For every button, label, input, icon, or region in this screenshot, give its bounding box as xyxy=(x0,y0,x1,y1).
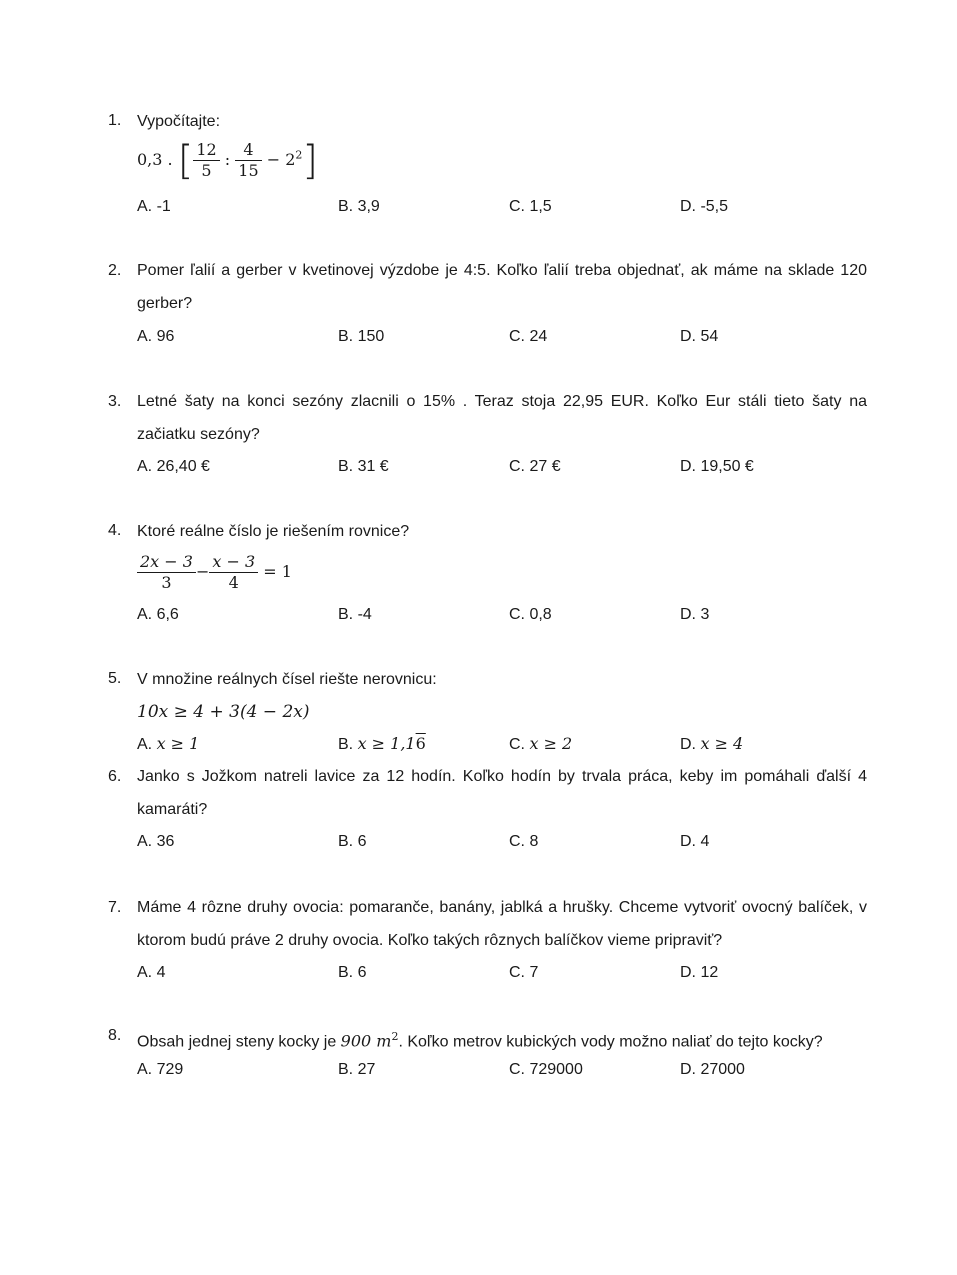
minus-sign: − xyxy=(195,562,210,581)
option-math: x ≥ 2 xyxy=(529,734,573,753)
numerator: 4 xyxy=(235,140,261,161)
question-text: Pomer ľalií a gerber v kvetinovej výzdobe je 4:5. Koľko ľalií treba objednať, ak máme na sklade 120 gerber? xyxy=(137,262,867,312)
option-d: D. 27000 xyxy=(680,1061,745,1078)
option-b: B. 31 € xyxy=(338,458,389,475)
option-c: C. 7 xyxy=(509,964,539,981)
formula-coefficient: 0,3 . xyxy=(137,150,173,169)
question-number: 3. xyxy=(108,393,122,410)
option-c: C. 1,5 xyxy=(509,198,552,215)
denominator: 5 xyxy=(201,161,212,180)
option-a: A. 96 xyxy=(137,328,175,345)
option-math: x ≥ 1 xyxy=(156,734,200,753)
option-c: C. 27 € xyxy=(509,458,561,475)
fraction xyxy=(193,140,219,181)
left-bracket: [ xyxy=(177,137,194,184)
option-a: A. 6,6 xyxy=(137,606,179,623)
question-number: 4. xyxy=(108,522,122,539)
option-letter: C. xyxy=(509,736,530,753)
numerator: 12 xyxy=(193,140,219,161)
question-text: Janko s Jožkom natreli lavice za 12 hodín. Koľko hodín by trvala práca, keby im pomáhali ďalší 4 kamaráti? xyxy=(137,768,867,818)
area-value: 900 m xyxy=(340,1031,392,1051)
option-d: D. 3 xyxy=(680,606,710,623)
text-after: . Koľko metrov kubických vody možno naliať do tejto kocky? xyxy=(398,1033,823,1051)
repeating-digit: 6 xyxy=(415,734,426,753)
question-text: Ktoré reálne číslo je riešením rovnice? xyxy=(137,523,410,540)
option-b: B. 27 xyxy=(338,1061,376,1078)
denominator: 3 xyxy=(161,573,172,592)
option-b: B. 6 xyxy=(338,833,367,850)
option-d: D. 54 xyxy=(680,328,719,345)
option-b xyxy=(338,734,426,754)
question-text: V množine reálnych čísel riešte nerovnicu: xyxy=(137,671,437,688)
option-c xyxy=(509,734,572,754)
option-letter: A. xyxy=(137,736,157,753)
option-b: B. -4 xyxy=(338,606,372,623)
option-c: C. 0,8 xyxy=(509,606,552,623)
option-a: A. 36 xyxy=(137,833,175,850)
option-a xyxy=(137,734,199,754)
text-before: Obsah jednej steny kocky je xyxy=(137,1033,341,1051)
equals-one: = 1 xyxy=(263,562,292,581)
option-math: x ≥ 4 xyxy=(700,734,744,753)
option-c: C. 8 xyxy=(509,833,539,850)
exponent: 2 xyxy=(391,1030,399,1043)
option-b: B. 6 xyxy=(338,964,367,981)
option-a: A. 26,40 € xyxy=(137,458,210,475)
inequality-formula: 10x ≥ 4 + 3(4 − 2x) xyxy=(137,702,310,722)
question-number: 8. xyxy=(108,1027,122,1044)
question-text: Letné šaty na konci sezóny zlacnili o 15% . Teraz stoja 22,95 EUR. Koľko Eur stáli tieto šaty na začiatku sezóny? xyxy=(137,393,867,443)
division-sign: : xyxy=(224,150,231,169)
option-b: B. 3,9 xyxy=(338,198,380,215)
option-math: x ≥ 1,1 xyxy=(357,734,416,753)
option-b: B. 150 xyxy=(338,328,385,345)
option-d: D. 12 xyxy=(680,964,719,981)
denominator: 15 xyxy=(238,161,259,180)
right-bracket: ] xyxy=(302,137,318,184)
fraction xyxy=(209,552,258,593)
question-number: 2. xyxy=(108,262,122,279)
question-number: 5. xyxy=(108,670,122,687)
question-number: 7. xyxy=(108,899,122,916)
formula-tail: − 2 xyxy=(266,150,296,169)
expression-formula xyxy=(137,137,318,184)
question-text: Vypočítajte: xyxy=(137,113,221,130)
option-d: D. -5,5 xyxy=(680,198,729,215)
option-c: C. 729000 xyxy=(509,1061,583,1078)
equation-formula xyxy=(137,552,292,593)
option-c: C. 24 xyxy=(509,328,548,345)
option-a: A. 4 xyxy=(137,964,166,981)
question-number: 1. xyxy=(108,112,122,129)
question-number: 6. xyxy=(108,768,122,785)
option-a: A. 729 xyxy=(137,1061,184,1078)
fraction xyxy=(137,552,196,593)
option-d xyxy=(680,734,743,754)
fraction xyxy=(235,140,261,181)
option-letter: D. xyxy=(680,736,701,753)
denominator: 4 xyxy=(228,573,239,592)
option-d: D. 4 xyxy=(680,833,710,850)
numerator: 2x − 3 xyxy=(137,552,196,573)
question-text xyxy=(137,1027,867,1052)
numerator: x − 3 xyxy=(209,552,258,573)
question-text: Máme 4 rôzne druhy ovocia: pomaranče, banány, jablká a hrušky. Chceme vytvoriť ovocný balíček, v ktorom budú práve 2 druhy ovocia. Koľko takých rôznych balíčkov vieme pripraviť? xyxy=(137,899,867,949)
option-letter: B. xyxy=(338,736,358,753)
option-a: A. -1 xyxy=(137,198,171,215)
exponent: 2 xyxy=(295,148,303,162)
option-d: D. 19,50 € xyxy=(680,458,754,475)
